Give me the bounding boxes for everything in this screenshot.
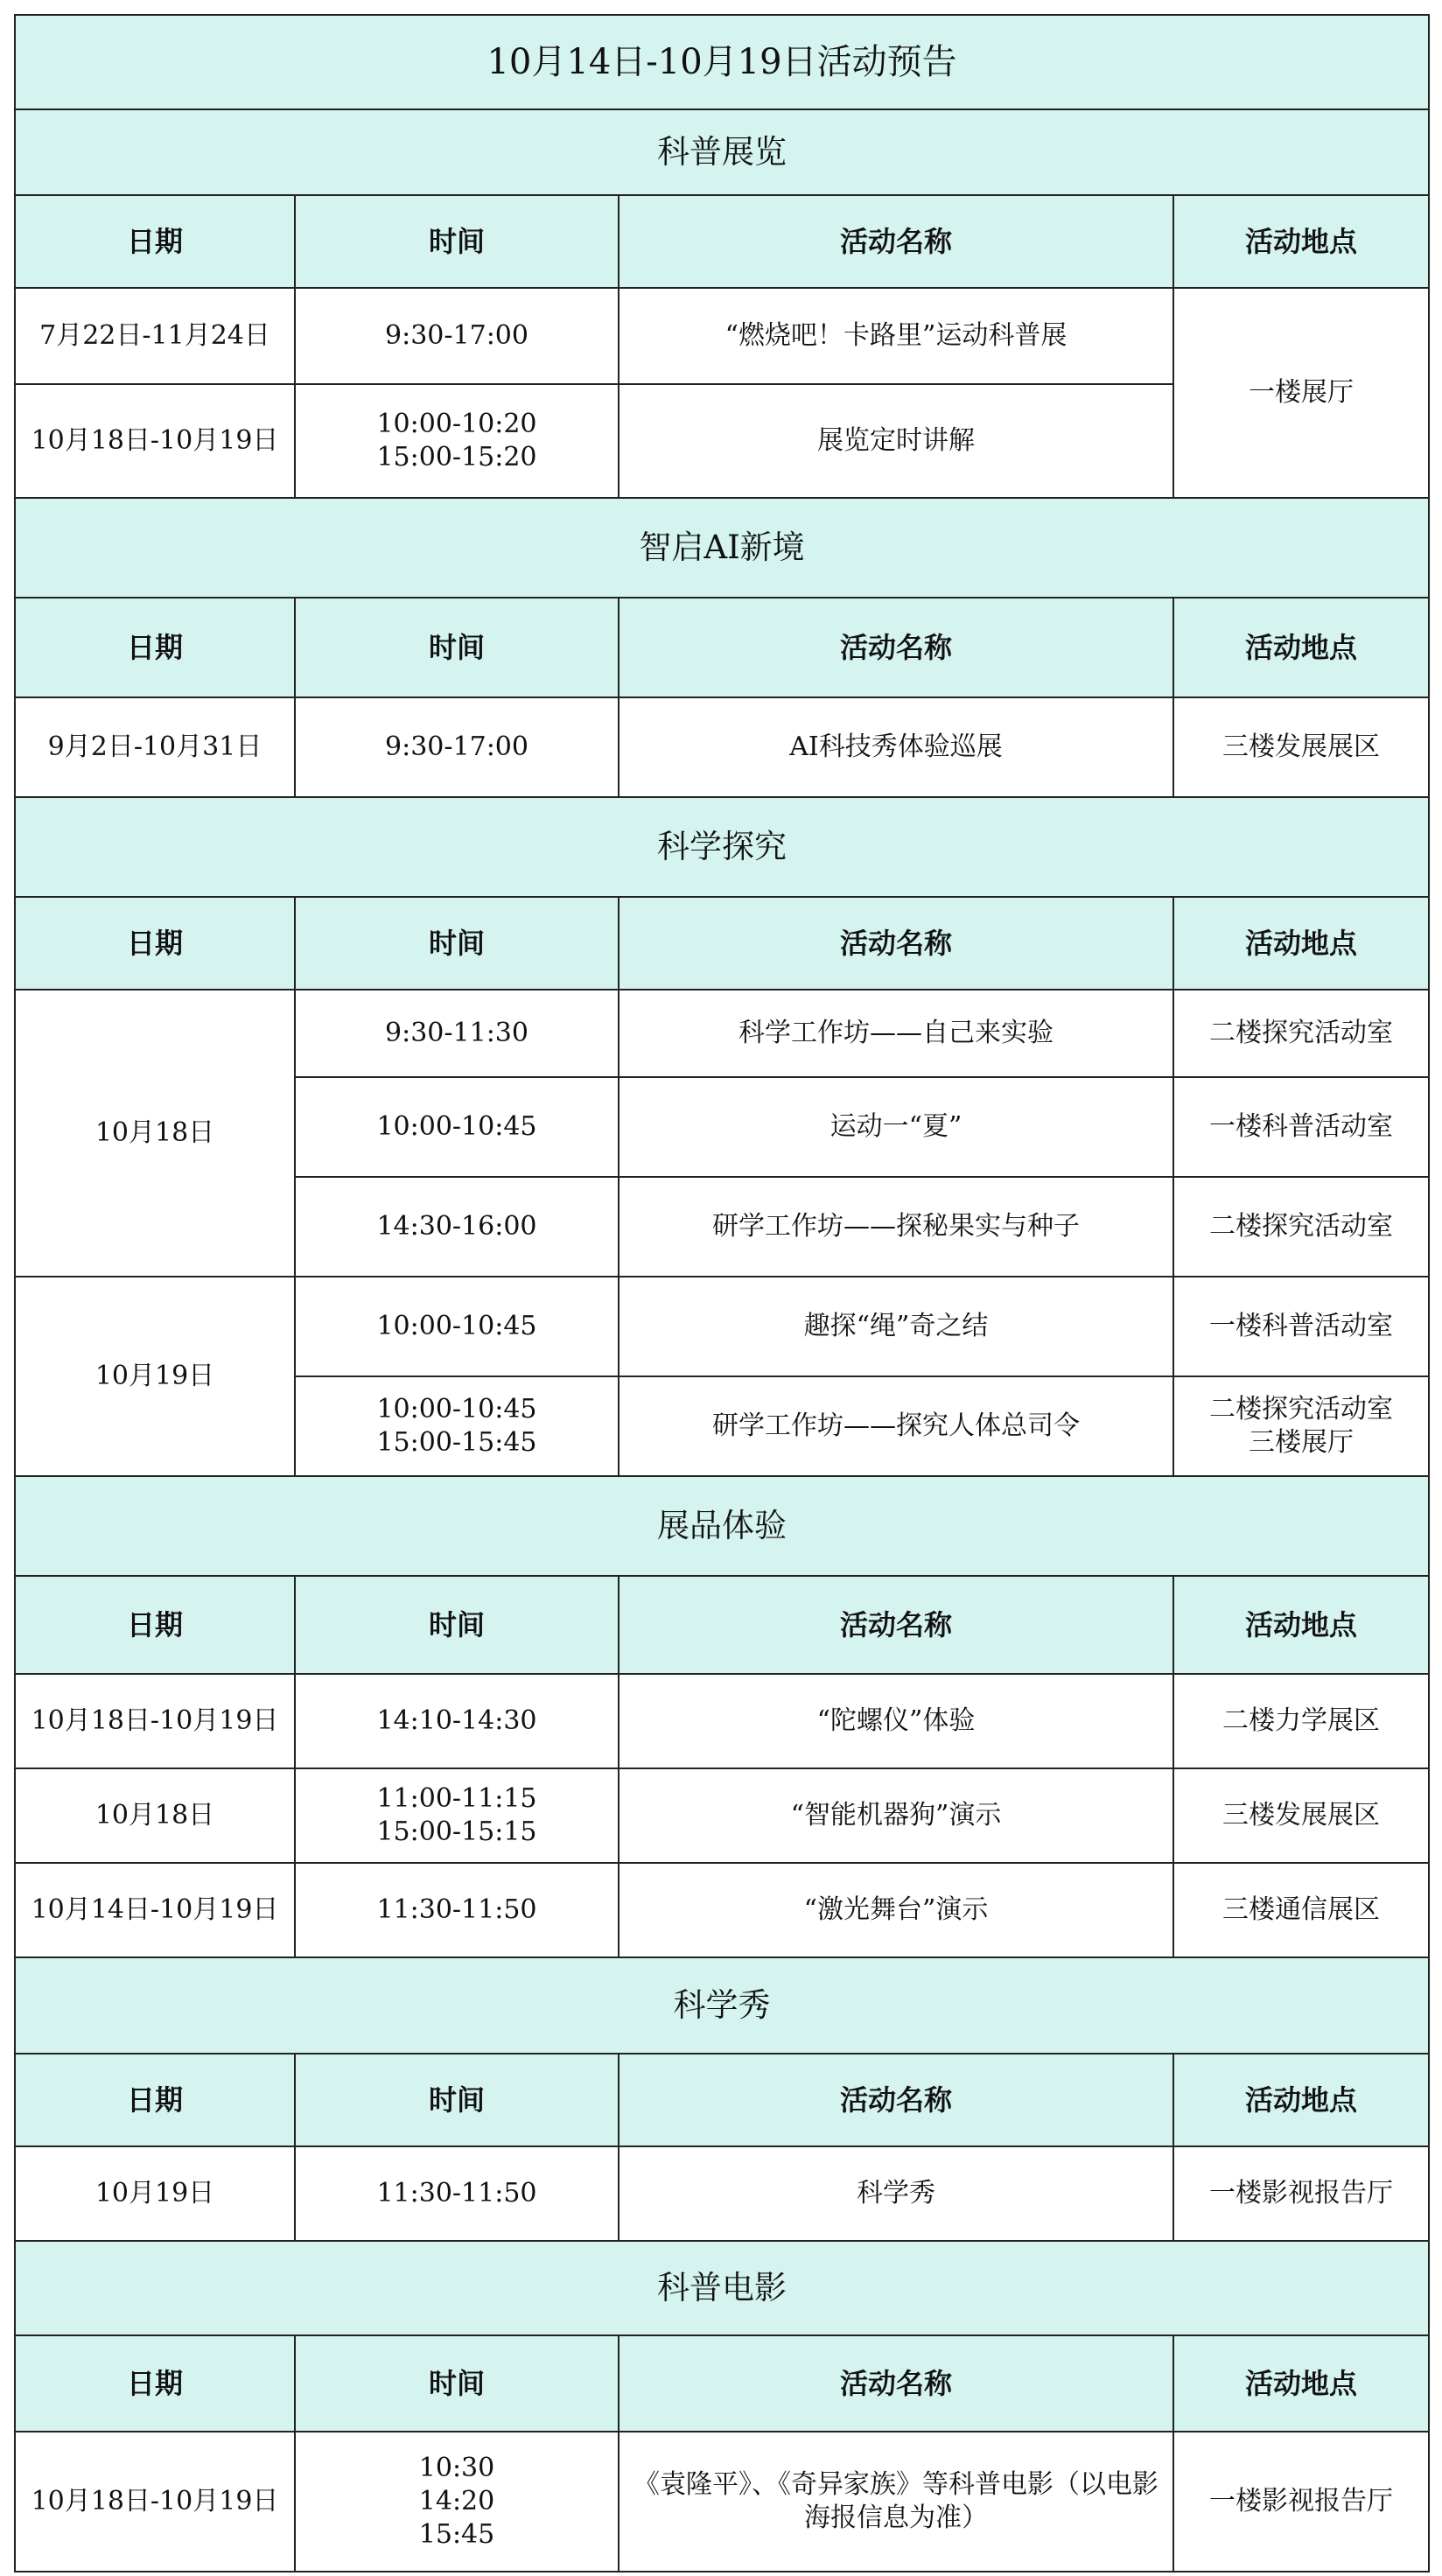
section-title-exhibition: 科普展览 [15, 109, 1429, 195]
header-activity: 活动名称 [619, 1576, 1173, 1674]
cell-activity: 展览定时讲解 [619, 384, 1173, 498]
header-location: 活动地点 [1173, 1576, 1429, 1674]
cell-activity: 运动一“夏” [619, 1077, 1173, 1177]
header-time: 时间 [295, 2054, 619, 2146]
cell-location: 一楼影视报告厅 [1173, 2432, 1429, 2572]
header-time: 时间 [295, 598, 619, 697]
section-title-science-show: 科学秀 [15, 1957, 1429, 2054]
cell-time: 10:00-10:45 [295, 1277, 619, 1376]
header-location: 活动地点 [1173, 195, 1429, 288]
header-location: 活动地点 [1173, 2054, 1429, 2146]
cell-activity: “智能机器狗”演示 [619, 1768, 1173, 1863]
cell-time: 11:00-11:15 15:00-15:15 [295, 1768, 619, 1863]
header-date: 日期 [15, 2335, 295, 2432]
cell-activity: 《袁隆平》、《奇异家族》等科普电影（以电影海报信息为准） [619, 2432, 1173, 2572]
schedule-sheet [14, 14, 1428, 2562]
cell-activity: “陀螺仪”体验 [619, 1674, 1173, 1768]
cell-date: 10月19日 [15, 1277, 295, 1476]
cell-activity: 趣探“绳”奇之结 [619, 1277, 1173, 1376]
header-time: 时间 [295, 897, 619, 990]
cell-location: 二楼力学展区 [1173, 1674, 1429, 1768]
cell-activity: “激光舞台”演示 [619, 1863, 1173, 1957]
cell-location: 一楼科普活动室 [1173, 1277, 1429, 1376]
cell-activity: 科学秀 [619, 2146, 1173, 2241]
cell-location: 一楼科普活动室 [1173, 1077, 1429, 1177]
cell-time: 10:00-10:45 [295, 1077, 619, 1177]
cell-activity: “燃烧吧！卡路里”运动科普展 [619, 288, 1173, 384]
schedule-table [14, 14, 1430, 2572]
cell-location: 二楼探究活动室 三楼展厅 [1173, 1376, 1429, 1476]
cell-activity: 研学工作坊——探究人体总司令 [619, 1376, 1173, 1476]
page-title: 10月14日-10月19日活动预告 [15, 15, 1429, 109]
cell-time: 10:00-10:20 15:00-15:20 [295, 384, 619, 498]
cell-date: 10月18日-10月19日 [15, 384, 295, 498]
header-activity: 活动名称 [619, 195, 1173, 288]
header-date: 日期 [15, 2054, 295, 2146]
cell-time: 14:10-14:30 [295, 1674, 619, 1768]
cell-date: 10月14日-10月19日 [15, 1863, 295, 1957]
cell-time: 14:30-16:00 [295, 1177, 619, 1277]
cell-location: 一楼影视报告厅 [1173, 2146, 1429, 2241]
header-date: 日期 [15, 598, 295, 697]
cell-location: 三楼通信展区 [1173, 1863, 1429, 1957]
cell-time: 10:00-10:45 15:00-15:45 [295, 1376, 619, 1476]
cell-time: 9:30-17:00 [295, 697, 619, 797]
section-title-film: 科普电影 [15, 2241, 1429, 2335]
header-location: 活动地点 [1173, 2335, 1429, 2432]
cell-location: 二楼探究活动室 [1173, 1177, 1429, 1277]
cell-time: 11:30-11:50 [295, 1863, 619, 1957]
section-title-exhibit-experience: 展品体验 [15, 1476, 1429, 1576]
cell-location: 三楼发展展区 [1173, 697, 1429, 797]
cell-time: 9:30-17:00 [295, 288, 619, 384]
cell-date: 10月18日-10月19日 [15, 1674, 295, 1768]
cell-activity: AI科技秀体验巡展 [619, 697, 1173, 797]
cell-date: 10月18日 [15, 990, 295, 1277]
cell-time: 11:30-11:50 [295, 2146, 619, 2241]
header-time: 时间 [295, 2335, 619, 2432]
cell-location: 一楼展厅 [1173, 288, 1429, 498]
header-time: 时间 [295, 1576, 619, 1674]
cell-date: 9月2日-10月31日 [15, 697, 295, 797]
cell-location: 二楼探究活动室 [1173, 990, 1429, 1077]
header-date: 日期 [15, 1576, 295, 1674]
header-activity: 活动名称 [619, 598, 1173, 697]
cell-time: 10:30 14:20 15:45 [295, 2432, 619, 2572]
cell-activity: 科学工作坊——自己来实验 [619, 990, 1173, 1077]
header-activity: 活动名称 [619, 897, 1173, 990]
cell-date: 10月18日 [15, 1768, 295, 1863]
cell-location: 三楼发展展区 [1173, 1768, 1429, 1863]
cell-date: 7月22日-11月24日 [15, 288, 295, 384]
cell-activity: 研学工作坊——探秘果实与种子 [619, 1177, 1173, 1277]
header-date: 日期 [15, 897, 295, 990]
header-location: 活动地点 [1173, 897, 1429, 990]
header-activity: 活动名称 [619, 2054, 1173, 2146]
cell-date: 10月19日 [15, 2146, 295, 2241]
header-date: 日期 [15, 195, 295, 288]
section-title-ai: 智启AI新境 [15, 498, 1429, 598]
header-activity: 活动名称 [619, 2335, 1173, 2432]
section-title-inquiry: 科学探究 [15, 797, 1429, 897]
header-time: 时间 [295, 195, 619, 288]
cell-time: 9:30-11:30 [295, 990, 619, 1077]
cell-date: 10月18日-10月19日 [15, 2432, 295, 2572]
header-location: 活动地点 [1173, 598, 1429, 697]
